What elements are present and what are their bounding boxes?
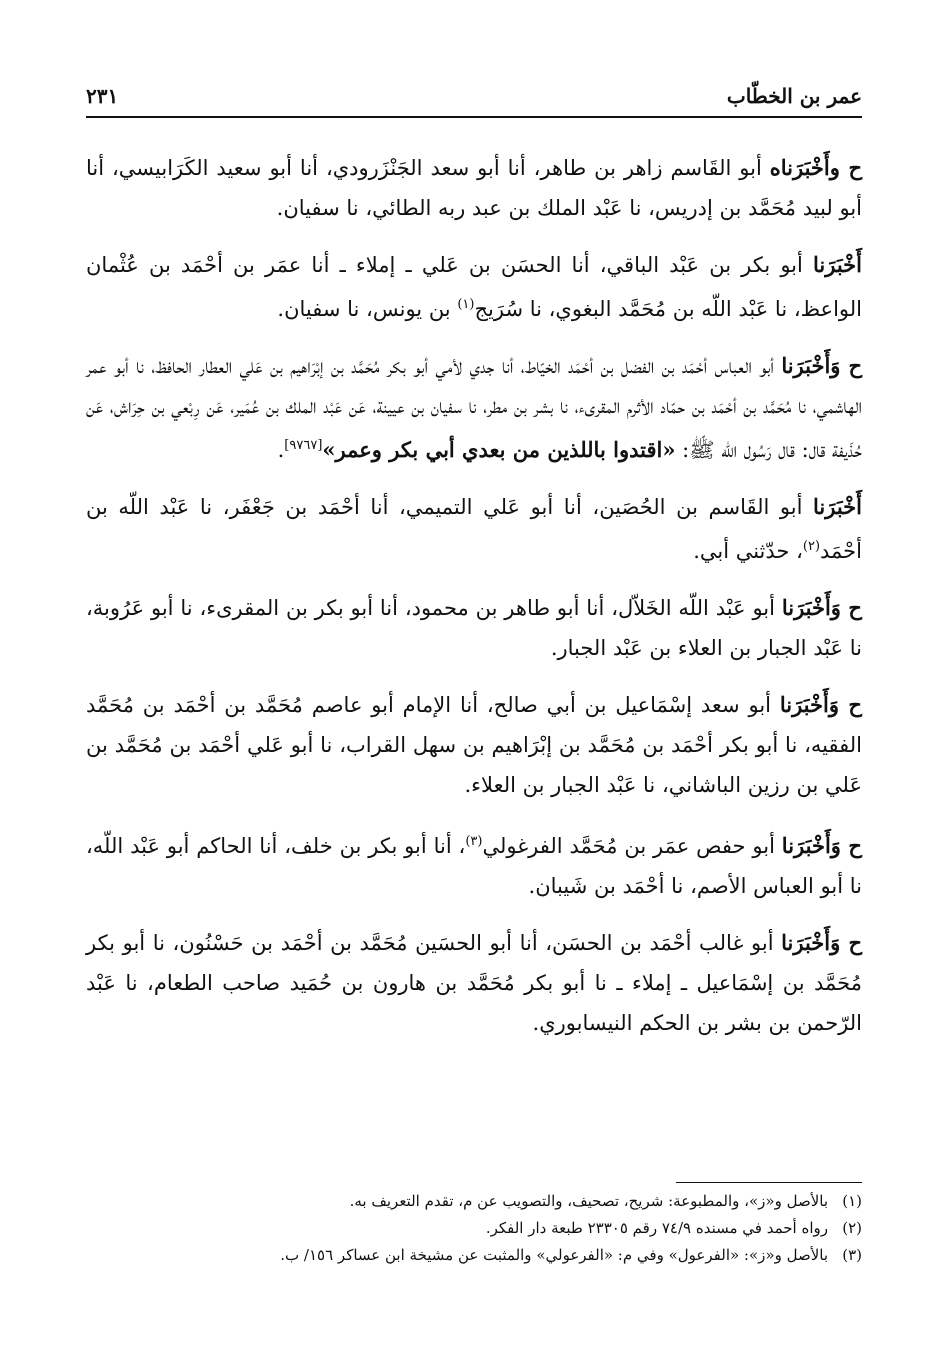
- footnote-reference: (٢): [802, 539, 821, 554]
- paragraph-lead: ح وَأَخْبَرَنا: [781, 833, 862, 858]
- footnotes: [86, 1188, 862, 1269]
- paragraph-lead: ح وَأَخْبَرَنا: [779, 692, 862, 717]
- footnote-reference: (٣): [465, 834, 483, 849]
- paragraph-lead: أَخْبَرَنا: [813, 252, 862, 277]
- running-title: عمر بن الخطّاب: [726, 84, 862, 108]
- hadith-number: [٩٧٦٧]: [284, 438, 323, 453]
- paragraph-text: بن يونس، نا سفيان.: [277, 297, 458, 321]
- footnote-text: رواه أحمد في مسنده ٧٤/٩ رقم ٢٣٣٠٥ طبعة دار الفكر.: [485, 1219, 828, 1237]
- paragraph-lead: أَخْبَرَنا: [813, 494, 862, 519]
- footnote-number: (١): [842, 1192, 862, 1210]
- paragraph-text: أبو حفص عمَر بن مُحَمَّد الفرغولي: [482, 834, 782, 858]
- page-header: [86, 78, 862, 118]
- isnad-paragraph: [86, 588, 862, 668]
- paragraph-text: أبو غالب أحْمَد بن الحسَن، أنا أبو الحسَين مُحَمَّد بن أحْمَد بن حَسْنُون، نا أبو بكر مُحَمَّد بن إسْمَاعيل ـ إملاء ـ نا أبو بكر مُحَمَّد بن هارون بن حُمَيد صاحب الطعام، نا عَبْد الرّحمن بن بشر بن الحكم النيسابوري.: [86, 931, 862, 1035]
- footnote-text: بالأصل و«ز»، والمطبوعة: شريح، تصحيف، والتصويب عن م، تقدم التعريف به.: [349, 1192, 828, 1210]
- footnote-number: (٢): [842, 1219, 862, 1237]
- paragraph-end: .: [277, 438, 285, 462]
- isnad-paragraph: [86, 923, 862, 1043]
- isnad-paragraph: [86, 148, 862, 228]
- isnad-paragraph: [86, 822, 862, 906]
- paragraph-text: أبو القَاسم بن الحُصَين، أنا أبو عَلي التميمي، أنا أحْمَد بن جَعْفَر، نا عَبْد اللّه بن أحْمَد: [86, 495, 862, 563]
- paragraph-text: أبو سعد إسْمَاعيل بن أبي صالح، أنا الإمام أبو عاصم مُحَمَّد بن أحْمَد بن مُحَمَّد الفقيه، نا أبو بكر أحْمَد بن مُحَمَّد بن إبْرَاهيم بن سهل القراب، نا أبو عَلي أحْمَد بن مُحَمَّد بن عَلي بن رزين الباشاني، نا عَبْد الجبار بن العلاء.: [86, 693, 862, 797]
- isnad-paragraph: [86, 487, 862, 571]
- footnote: [86, 1242, 862, 1269]
- footnote: [86, 1215, 862, 1242]
- paragraph-lead: ح وَأَخْبَرَنا: [781, 353, 863, 378]
- paragraph-text: أبو العباس أحْمَد بن الفضل بن أحْمَد الخيّاط، أنا جدي لأمي أبو بكر مُحَمَّد بن إبْرَاهيم بن عَلي العطار الحافظ، نا أبو عمر الهاشمي، نا مُحَمَّد بن أحْمَد بن حمّاد الأثرم المقرىء، نا بشر بن مطر، نا سفيان بن عيينة، عَن عَبْد الملك بن عُمَير، عَن رِبْعي بن حِرَاش، عَن حُذَيفة قال: قال رَسُول اللّه ﷺ:: [86, 354, 862, 462]
- hadith-text: «اقتدوا باللذين من بعدي أبي بكر وعمر»: [322, 437, 676, 462]
- paragraph-lead: ح وَأَخْبَرَنا: [781, 595, 862, 620]
- paragraph-text: ، حدّثني أبي.: [693, 539, 803, 563]
- footnote-divider: [676, 1182, 862, 1183]
- paragraph-lead: ح وَأَخْبَرَنا: [781, 930, 862, 955]
- footnote-text: بالأصل و«ز»: «الفرعول» وفي م: «الفرعولي» والمثبت عن مشيخة ابن عساكر ١٥٦/ ب.: [280, 1246, 828, 1264]
- paragraph-text: أبو بكر بن عَبْد الباقي، أنا الحسَن بن عَلي ـ إملاء ـ أنا عمَر بن أحْمَد بن عُثْمان الواعظ، نا عَبْد اللّه بن مُحَمَّد البغوي، نا سُرَيج: [86, 253, 862, 321]
- paragraph-text: أبو عَبْد اللّه الخَلاّل، أنا أبو طاهر بن محمود، أنا أبو بكر بن المقرىء، نا أبو عَرُوبة، نا عَبْد الجبار بن العلاء بن عَبْد الجبار.: [86, 596, 862, 660]
- isnad-paragraph: [86, 245, 862, 329]
- footnote-reference: (١): [457, 297, 475, 312]
- paragraph-text: ، أنا أبو بكر بن خلف، أنا الحاكم أبو عَبْد اللّه، نا أبو العباس الأصم، نا أحْمَد بن شَيبان.: [86, 834, 862, 898]
- footnote-number: (٣): [842, 1246, 862, 1264]
- paragraph-text: أبو القَاسم زاهر بن طاهر، أنا أبو سعد الجَنْزَرودي، أنا أبو سعيد الكَرَابيسي، أنا أبو لبيد مُحَمَّد بن إدريس، نا عَبْد الملك بن عبد ربه الطائي، نا سفيان.: [86, 156, 862, 220]
- main-text: [86, 148, 862, 1060]
- paragraph-lead: ح وأَخْبَرَناه: [769, 155, 862, 180]
- isnad-paragraph: [86, 346, 862, 470]
- page-number: ٢٣١: [86, 84, 119, 108]
- footnote: [86, 1188, 862, 1215]
- isnad-paragraph: [86, 685, 862, 805]
